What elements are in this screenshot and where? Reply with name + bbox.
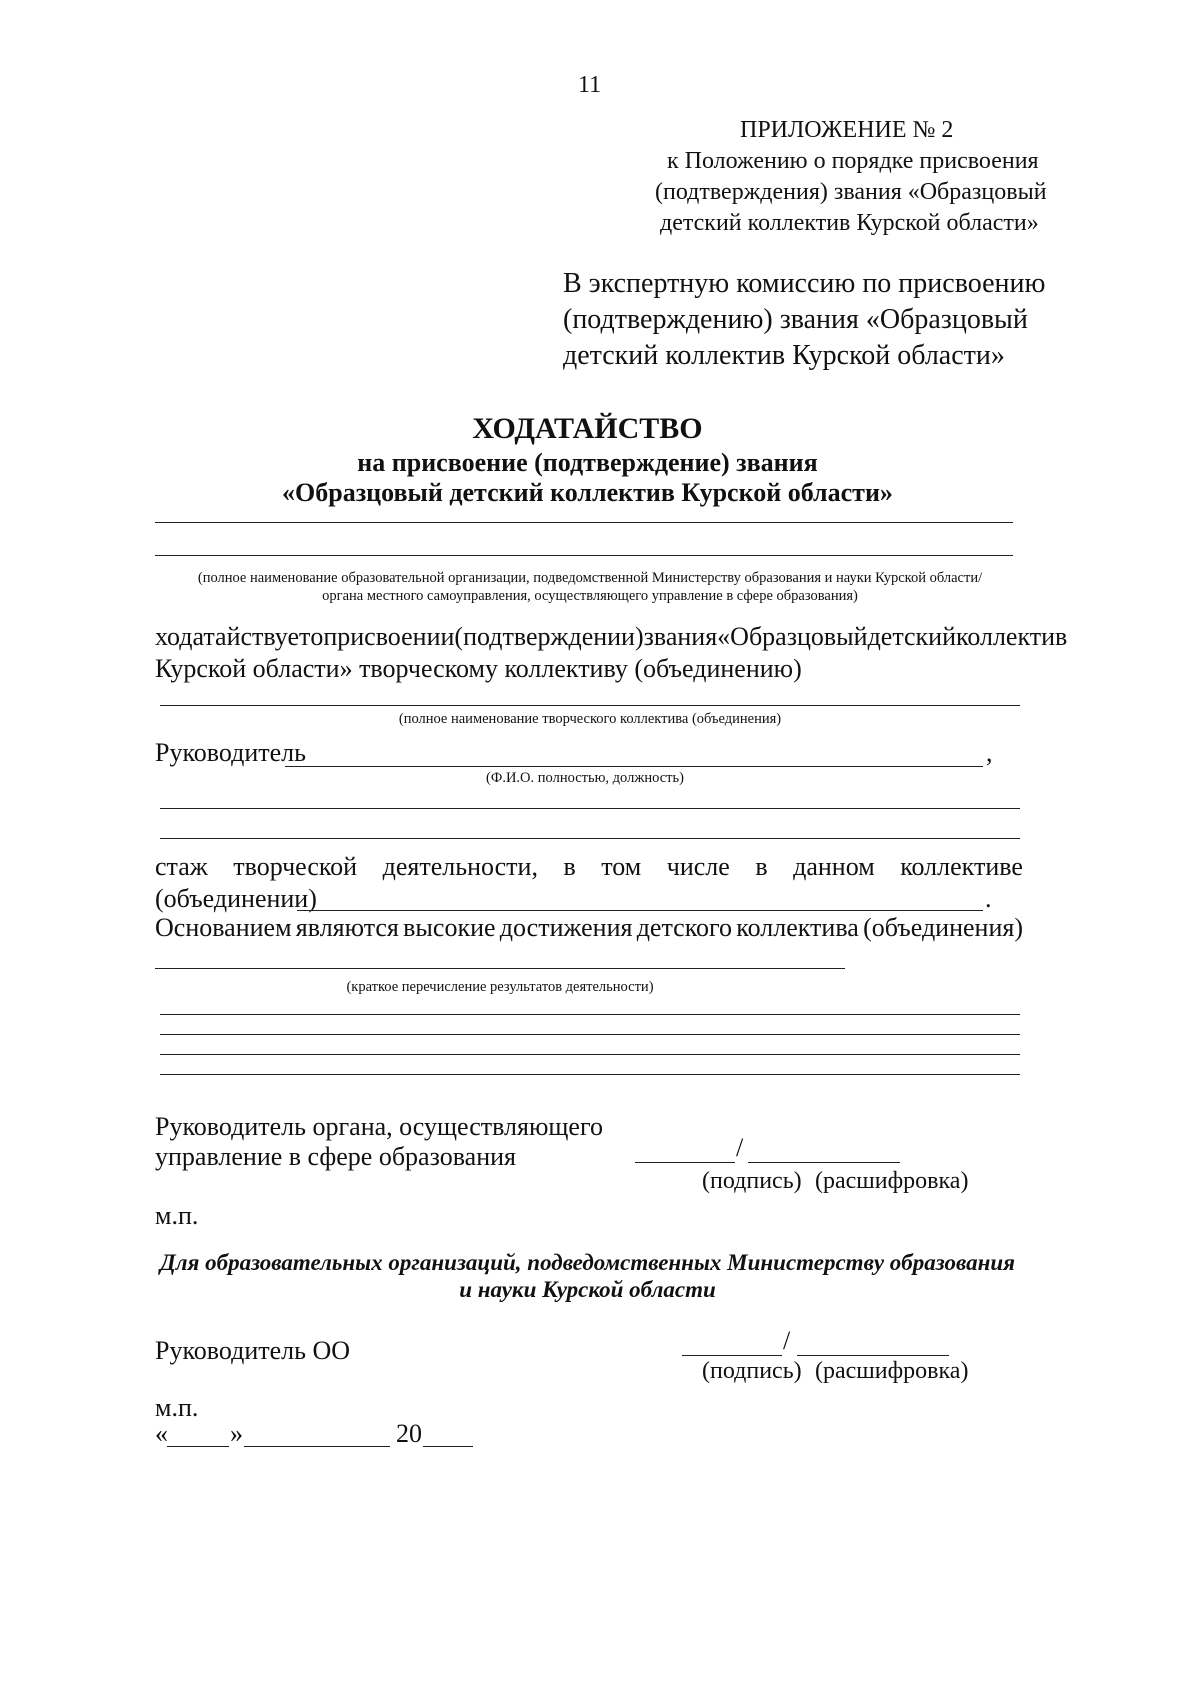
basis-word: Основанием — [155, 913, 292, 942]
org-caption-line-2: органа местного самоуправления, осуществляющего управление в сфере образования) — [322, 588, 858, 604]
basis-word: являются — [295, 913, 399, 942]
date-close-quote: » — [230, 1419, 243, 1448]
signature-line-2[interactable] — [682, 1355, 782, 1356]
collective-caption: (полное наименование творческого коллектива (объединения) — [398, 711, 782, 727]
appendix-line-2: (подтверждения) звания «Образцовый — [655, 179, 1047, 205]
leader-label: Руководитель — [155, 738, 306, 767]
experience-word: творческой — [233, 852, 358, 881]
appendix-line-3: детский коллектив Курской области» — [660, 210, 1039, 236]
basis-word: детского — [636, 913, 733, 942]
basis-word: достижения — [499, 913, 633, 942]
experience-word: данном — [793, 852, 875, 881]
appendix-line-1: к Положению о порядке присвоения — [667, 148, 1039, 174]
org-name-line-1[interactable] — [155, 522, 1013, 523]
heading-line-2: на присвоение (подтверждение) звания — [357, 448, 818, 477]
school-head-label: Руководитель ОО — [155, 1336, 351, 1365]
authority-head-line-2: управление в сфере образования — [155, 1142, 516, 1171]
experience-word: стаж — [155, 852, 208, 881]
petition-word: «Образцовый — [717, 622, 868, 651]
leader-extra-line-2[interactable] — [160, 838, 1020, 839]
date-open-quote: « — [155, 1419, 168, 1448]
results-line-4[interactable] — [160, 1074, 1020, 1075]
petition-word: присвоении — [323, 622, 455, 651]
basis-line — [155, 913, 1023, 943]
petition-word: ходатайствует — [155, 622, 311, 651]
experience-word: в — [755, 852, 768, 881]
leader-extra-line-1[interactable] — [160, 808, 1020, 809]
leader-name-line[interactable] — [285, 766, 983, 767]
addressee-line-1: В экспертную комиссию по присвоению — [563, 268, 1046, 299]
petition-line-2: Курской области» творческому коллективу (объединению) — [155, 654, 802, 683]
addressee-line-2: (подтверждению) звания «Образцовый — [563, 304, 1028, 335]
page-number: 11 — [578, 72, 602, 98]
results-line-1[interactable] — [160, 1014, 1020, 1015]
org-name-line-2[interactable] — [155, 555, 1013, 556]
note-line-2: и науки Курской области — [459, 1277, 716, 1302]
decoding-caption-2: (расшифровка) — [815, 1358, 969, 1384]
authority-head-line-1: Руководитель органа, осуществляющего — [155, 1112, 603, 1141]
petition-line-1 — [155, 622, 1068, 652]
date-month-line[interactable] — [244, 1446, 390, 1447]
heading-line-3: «Образцовый детский коллектив Курской области» — [282, 478, 893, 507]
petition-word: (подтверждении) — [454, 622, 644, 651]
experience-word: числе — [666, 852, 730, 881]
signature-caption-1: (подпись) — [702, 1168, 802, 1194]
petition-word: коллектив — [956, 622, 1068, 651]
results-line-2[interactable] — [160, 1034, 1020, 1035]
petition-word: о — [310, 622, 324, 651]
date-year-prefix: 20 — [396, 1419, 422, 1448]
collective-name-line[interactable] — [160, 705, 1020, 706]
decoding-line-1[interactable] — [748, 1162, 900, 1163]
decoding-line-2[interactable] — [797, 1355, 949, 1356]
org-caption-line-1: (полное наименование образовательной организации, подведомственной Министерству образования и науки Курской области/ — [197, 570, 983, 586]
leader-comma: , — [986, 738, 993, 767]
experience-line-1 — [155, 852, 1023, 882]
experience-word: в — [563, 852, 576, 881]
basis-word: высокие — [403, 913, 496, 942]
experience-line-2: (объединении) — [155, 884, 317, 913]
note-line-1: Для образовательных организаций, подведомственных Министерству образования — [160, 1250, 1015, 1275]
leader-caption: (Ф.И.О. полностью, должность) — [486, 770, 684, 786]
experience-word: коллективе — [900, 852, 1023, 881]
document-title: ХОДАТАЙСТВО — [472, 412, 703, 445]
experience-line[interactable] — [297, 910, 983, 911]
basis-fill-line[interactable] — [155, 968, 845, 969]
results-line-3[interactable] — [160, 1054, 1020, 1055]
petition-word: детский — [867, 622, 957, 651]
date-day-line[interactable] — [167, 1446, 229, 1447]
appendix-title: ПРИЛОЖЕНИЕ № 2 — [740, 117, 954, 143]
signature-caption-2: (подпись) — [702, 1358, 802, 1384]
basis-word: (объединения) — [863, 913, 1023, 942]
stamp-label-1: м.п. — [155, 1201, 199, 1230]
basis-word: коллектива — [736, 913, 859, 942]
petition-word: звания — [643, 622, 718, 651]
signature-slash-2: / — [783, 1326, 791, 1355]
stamp-label-2: м.п. — [155, 1393, 199, 1422]
experience-word: деятельности, — [382, 852, 538, 881]
date-year-line[interactable] — [423, 1446, 473, 1447]
signature-line-1[interactable] — [635, 1162, 735, 1163]
decoding-caption-1: (расшифровка) — [815, 1168, 969, 1194]
signature-slash-1: / — [736, 1133, 744, 1162]
addressee-line-3: детский коллектив Курской области» — [563, 340, 1005, 371]
basis-caption: (краткое перечисление результатов деятельности) — [346, 979, 654, 995]
experience-period: . — [985, 884, 992, 913]
experience-word: том — [601, 852, 642, 881]
